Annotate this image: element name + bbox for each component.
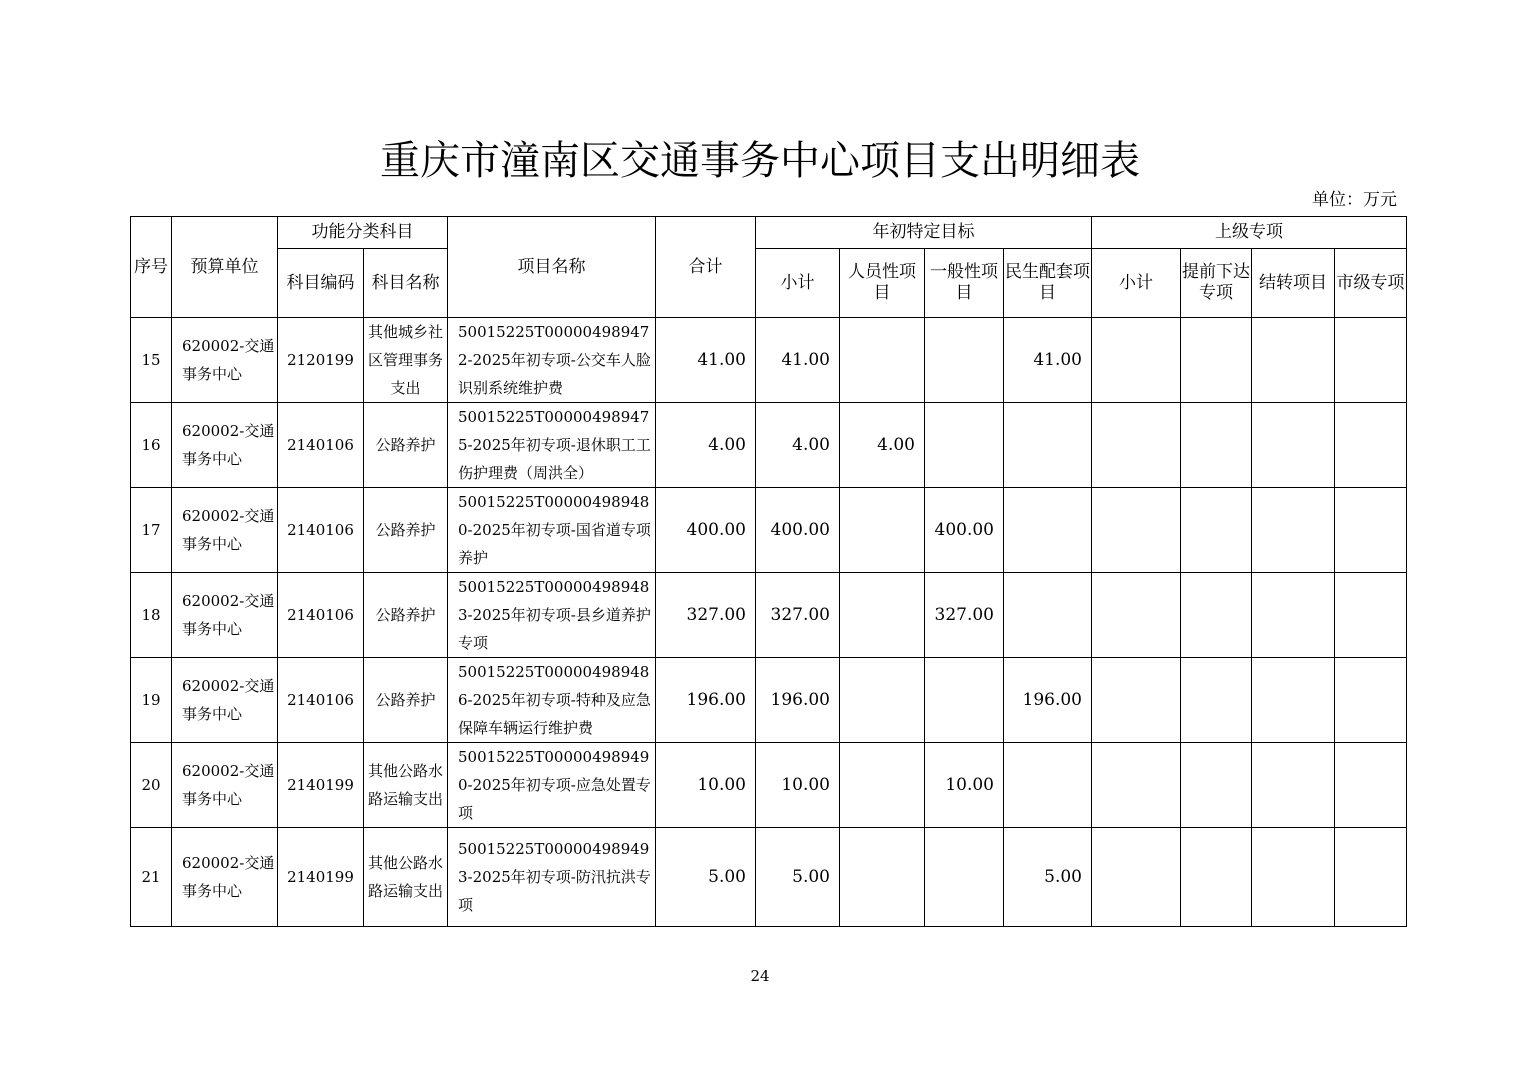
cell-subject-name: 公路养护 — [364, 658, 448, 743]
cell-it-general: 10.00 — [925, 743, 1004, 828]
cell-subject-name: 公路养护 — [364, 403, 448, 488]
cell-hs-city — [1335, 658, 1407, 743]
cell-total: 41.00 — [656, 318, 756, 403]
cell-hs-subtotal — [1092, 318, 1181, 403]
cell-hs-subtotal — [1092, 573, 1181, 658]
cell-subject-name: 其他城乡社区管理事务支出 — [364, 318, 448, 403]
cell-project-name: 50015225T000004989480-2025年初专项-国省道专项养护 — [448, 488, 656, 573]
cell-it-subtotal: 41.00 — [756, 318, 840, 403]
header-initial-target: 年初特定目标 — [756, 217, 1092, 249]
cell-project-name: 50015225T000004989486-2025年初专项-特种及应急保障车辆运行维护费 — [448, 658, 656, 743]
cell-total: 400.00 — [656, 488, 756, 573]
cell-it-general: 400.00 — [925, 488, 1004, 573]
cell-hs-carryover — [1252, 403, 1335, 488]
cell-it-livelihood — [1004, 403, 1092, 488]
header-it-subtotal: 小计 — [756, 249, 840, 318]
cell-hs-subtotal — [1092, 488, 1181, 573]
cell-hs-carryover — [1252, 488, 1335, 573]
page-title: 重庆市潼南区交通事务中心项目支出明细表 — [380, 138, 1140, 184]
cell-hs-carryover — [1252, 828, 1335, 927]
cell-budget-unit: 620002-交通事务中心 — [172, 743, 278, 828]
cell-it-livelihood — [1004, 743, 1092, 828]
cell-it-general: 327.00 — [925, 573, 1004, 658]
cell-hs-advance — [1181, 573, 1252, 658]
header-it-livelihood: 民生配套项目 — [1004, 249, 1092, 318]
cell-hs-city — [1335, 828, 1407, 927]
cell-project-name: 50015225T000004989483-2025年初专项-县乡道养护专项 — [448, 573, 656, 658]
cell-subject-name: 公路养护 — [364, 573, 448, 658]
cell-it-personnel — [840, 743, 925, 828]
cell-hs-carryover — [1252, 743, 1335, 828]
cell-it-subtotal: 10.00 — [756, 743, 840, 828]
cell-it-personnel: 4.00 — [840, 403, 925, 488]
cell-seq: 21 — [131, 828, 172, 927]
cell-total: 10.00 — [656, 743, 756, 828]
cell-hs-subtotal — [1092, 828, 1181, 927]
cell-total: 327.00 — [656, 573, 756, 658]
cell-hs-carryover — [1252, 318, 1335, 403]
cell-seq: 18 — [131, 573, 172, 658]
header-total: 合计 — [656, 217, 756, 318]
cell-seq: 15 — [131, 318, 172, 403]
cell-budget-unit: 620002-交通事务中心 — [172, 318, 278, 403]
cell-project-name: 50015225T000004989475-2025年初专项-退休职工工伤护理费（周洪全） — [448, 403, 656, 488]
header-it-personnel: 人员性项目 — [840, 249, 925, 318]
cell-subject-code: 2140199 — [278, 743, 364, 828]
cell-it-livelihood: 196.00 — [1004, 658, 1092, 743]
cell-budget-unit: 620002-交通事务中心 — [172, 573, 278, 658]
cell-it-subtotal: 327.00 — [756, 573, 840, 658]
header-subject-name: 科目名称 — [364, 249, 448, 318]
cell-hs-advance — [1181, 743, 1252, 828]
cell-hs-advance — [1181, 828, 1252, 927]
table-row — [131, 318, 1407, 403]
cell-project-name: 50015225T000004989490-2025年初专项-应急处置专项 — [448, 743, 656, 828]
header-budget-unit: 预算单位 — [172, 217, 278, 318]
cell-budget-unit: 620002-交通事务中心 — [172, 488, 278, 573]
header-subject-code: 科目编码 — [278, 249, 364, 318]
cell-seq: 20 — [131, 743, 172, 828]
cell-it-livelihood: 5.00 — [1004, 828, 1092, 927]
cell-hs-subtotal — [1092, 658, 1181, 743]
cell-it-subtotal: 5.00 — [756, 828, 840, 927]
header-hs-city: 市级专项 — [1335, 249, 1407, 318]
cell-it-personnel — [840, 488, 925, 573]
cell-seq: 19 — [131, 658, 172, 743]
cell-it-personnel — [840, 318, 925, 403]
cell-subject-code: 2120199 — [278, 318, 364, 403]
cell-hs-advance — [1181, 488, 1252, 573]
header-hs-advance: 提前下达专项 — [1181, 249, 1252, 318]
cell-subject-name: 其他公路水路运输支出 — [364, 828, 448, 927]
project-expenditure-table — [130, 216, 1407, 927]
cell-it-subtotal: 196.00 — [756, 658, 840, 743]
cell-seq: 16 — [131, 403, 172, 488]
header-it-general: 一般性项目 — [925, 249, 1004, 318]
cell-subject-code: 2140106 — [278, 573, 364, 658]
cell-it-personnel — [840, 828, 925, 927]
cell-hs-city — [1335, 743, 1407, 828]
table-row — [131, 403, 1407, 488]
table-row — [131, 828, 1407, 927]
cell-budget-unit: 620002-交通事务中心 — [172, 828, 278, 927]
cell-it-livelihood: 41.00 — [1004, 318, 1092, 403]
cell-hs-city — [1335, 573, 1407, 658]
cell-it-livelihood — [1004, 488, 1092, 573]
cell-total: 5.00 — [656, 828, 756, 927]
cell-subject-name: 公路养护 — [364, 488, 448, 573]
header-project-name: 项目名称 — [448, 217, 656, 318]
table-row — [131, 658, 1407, 743]
cell-subject-code: 2140106 — [278, 403, 364, 488]
header-func-class: 功能分类科目 — [278, 217, 448, 249]
cell-subject-code: 2140199 — [278, 828, 364, 927]
table-row — [131, 488, 1407, 573]
cell-it-general — [925, 318, 1004, 403]
cell-it-personnel — [840, 658, 925, 743]
cell-it-subtotal: 400.00 — [756, 488, 840, 573]
cell-hs-city — [1335, 488, 1407, 573]
cell-seq: 17 — [131, 488, 172, 573]
cell-hs-city — [1335, 403, 1407, 488]
cell-it-personnel — [840, 573, 925, 658]
table-row — [131, 573, 1407, 658]
cell-subject-name: 其他公路水路运输支出 — [364, 743, 448, 828]
cell-hs-advance — [1181, 658, 1252, 743]
cell-hs-advance — [1181, 318, 1252, 403]
cell-subject-code: 2140106 — [278, 658, 364, 743]
cell-it-livelihood — [1004, 573, 1092, 658]
header-row-2 — [131, 249, 1407, 318]
cell-hs-carryover — [1252, 573, 1335, 658]
cell-project-name: 50015225T000004989472-2025年初专项-公交车人脸识别系统维护费 — [448, 318, 656, 403]
header-hs-carryover: 结转项目 — [1252, 249, 1335, 318]
cell-it-general — [925, 658, 1004, 743]
page-number: 24 — [750, 967, 770, 985]
header-row-1 — [131, 217, 1407, 249]
cell-total: 196.00 — [656, 658, 756, 743]
cell-subject-code: 2140106 — [278, 488, 364, 573]
cell-hs-carryover — [1252, 658, 1335, 743]
cell-hs-subtotal — [1092, 403, 1181, 488]
cell-budget-unit: 620002-交通事务中心 — [172, 658, 278, 743]
table-row — [131, 743, 1407, 828]
header-higher-special: 上级专项 — [1092, 217, 1407, 249]
header-seq: 序号 — [131, 217, 172, 318]
cell-it-general — [925, 403, 1004, 488]
header-hs-subtotal: 小计 — [1092, 249, 1181, 318]
cell-project-name: 50015225T000004989493-2025年初专项-防汛抗洪专项 — [448, 828, 656, 927]
cell-hs-advance — [1181, 403, 1252, 488]
cell-budget-unit: 620002-交通事务中心 — [172, 403, 278, 488]
cell-hs-subtotal — [1092, 743, 1181, 828]
unit-label: 单位：万元 — [1312, 190, 1397, 210]
cell-it-general — [925, 828, 1004, 927]
cell-it-subtotal: 4.00 — [756, 403, 840, 488]
cell-total: 4.00 — [656, 403, 756, 488]
cell-hs-city — [1335, 318, 1407, 403]
